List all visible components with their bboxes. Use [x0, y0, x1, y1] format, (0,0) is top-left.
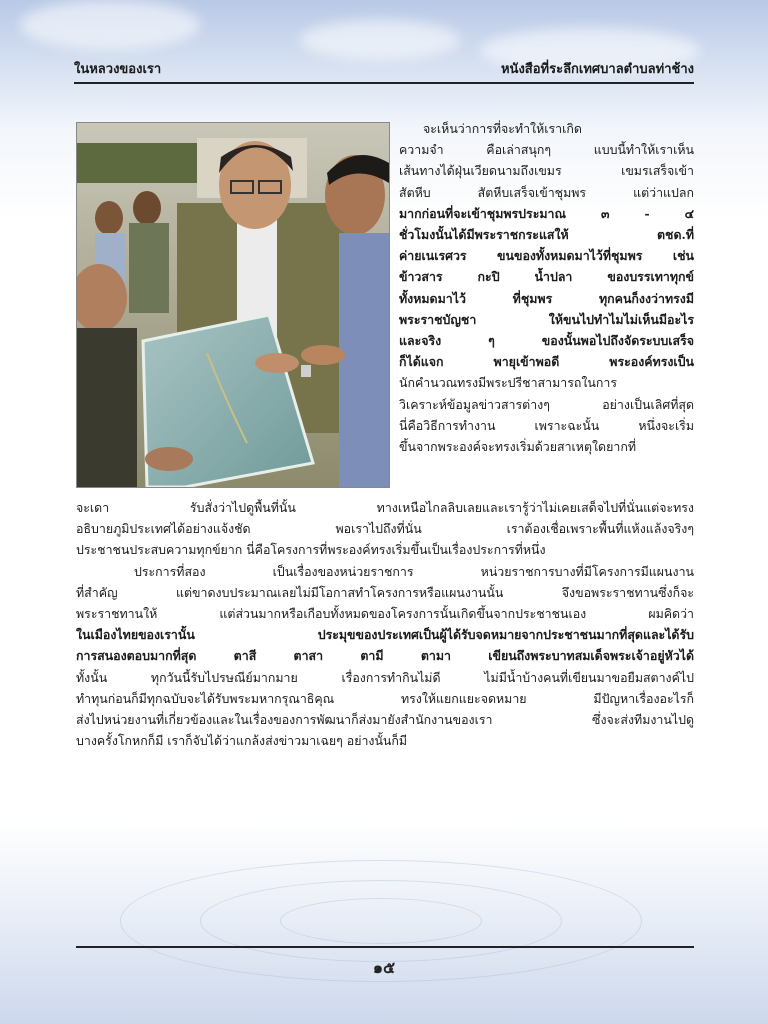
text-line: ทั้งนั้น ทุกวันนี้รับไปรษณีย์มากมาย เรื่องการทำกินไม่ดี ไม่มีน้ำบ้างคนที่เขียนมาขอยืมสตางค์ไป — [76, 669, 694, 685]
text-line: วิเคราะห์ข้อมูลข่าวสารต่างๆ อย่างเป็นเลิศที่สุด — [399, 396, 694, 412]
photo-illustration — [77, 123, 389, 487]
photo-king-examining-map — [76, 122, 390, 488]
text-line: จะเดา รับสั่งว่าไปดูพื้นที่นั้น ทางเหนือไกลลิบเลยและเรารู้ว่าไม่เคยเสด็จไปที่นั่นแต่จะทรง — [76, 500, 694, 515]
text-line: อธิบายภูมิประเทศได้อย่างแจ้งชัด พอเราไปถึงที่นั่น เราต้องเชื่อเพราะพื้นที่แห้งแล้งจริงๆ — [76, 521, 694, 537]
header-right-title: หนังสือที่ระลึกเทศบาลตำบลท่าช้าง — [500, 62, 694, 77]
text-line: ประการที่สอง เป็นเรื่องของหน่วยราชการ หน่วยราชการบางที่มีโครงการมีแผนงาน — [134, 563, 694, 579]
text-line: ที่สำคัญ แต่ขาดงบประมาณเลยไม่มีโอกาสทำโครงการหรือแผนงานนั้น จึงขอพระราชทานซึ่งก็จะ — [76, 584, 694, 600]
sky-cloud — [300, 20, 460, 60]
text-line: ความจำ คือเล่าสนุกๆ แบบนี้ทำให้เราเห็น — [399, 142, 694, 158]
text-line: ในเมืองไทยของเรานั้น ประมุขของประเทศเป็นผู้ได้รับจดหมายจากประชาชนมากที่สุดและได้รับ — [76, 627, 694, 643]
text-line: มากก่อนที่จะเข้าชุมพรประมาณ ๓ - ๔ — [399, 205, 694, 221]
text-line: ค่ายเนเรศวร ขนของทั้งหมดมาไว้ที่ชุมพร เช่น — [399, 248, 694, 264]
text-line: ขึ้นจากพระองค์จะทรงเริ่มด้วยสาเหตุใดยากที่ — [399, 439, 636, 455]
footer-divider — [76, 946, 694, 948]
text-line: เส้นทางได้ฝุ่นเวียดนามถึงเขมร เขมรเสร็จเข้า — [399, 163, 694, 179]
page-header — [74, 58, 694, 82]
text-line: และจริง ๆ ของนั้นพอไปถึงจัดระบบเสร็จ — [399, 333, 694, 349]
page-number: ๑๕ — [372, 958, 396, 977]
text-line: นี่คือวิธีการทำงาน เพราะฉะนั้น หนึ่งจะเริ่ม — [399, 417, 694, 433]
text-line: สัตหีบ สัตหีบเสร็จเข้าชุมพร แต่ว่าแปลก — [399, 184, 694, 200]
text-line: ก็ได้แจก พายุเข้าพอดี พระองค์ทรงเป็น — [399, 354, 694, 370]
text-line: นักคำนวณทรงมีพระปรีชาสามารถในการ — [399, 375, 617, 391]
full-width-text — [76, 497, 694, 751]
text-line: บางครั้งโกหกก็มี เราก็จับได้ว่าแกล้งส่งข่าวมาเฉยๆ อย่างนั้นก็มี — [76, 733, 408, 749]
text-line: ข้าวสาร กะปิ น้ำปลา ของบรรเทาทุกข์ — [399, 269, 694, 285]
water-ripple — [280, 898, 482, 944]
side-column-text — [399, 118, 694, 457]
text-line: ชั่วโมงนั้นได้มีพระราชกระแสให้ ตชด.ที่ — [399, 227, 694, 243]
text-line: พระราชทานให้ แต่ส่วนมากหรือเกือบทั้งหมดของโครงการนั้นเกิดขึ้นจากประชาชนเอง ผมคิดว่า — [76, 606, 694, 622]
text-line: ทำทุนก่อนก็มีทุกฉบับจะได้รับพระมหากรุณาธิคุณ ทรงให้แยกแยะจดหมาย มีปัญหาเรื่องอะไรก็ — [76, 690, 694, 706]
header-divider — [74, 82, 694, 84]
header-left-title: ในหลวงของเรา — [74, 62, 162, 77]
text-line: ประชาชนประสบความทุกข์ยาก นี่คือโครงการที่พระองค์ทรงเริ่มขึ้นเป็นเรื่องประการที่หนึ่ง — [76, 542, 546, 558]
sky-cloud — [20, 0, 200, 50]
text-line: จะเห็นว่าการที่จะทำให้เราเกิด — [423, 121, 582, 136]
text-line: ส่งไปหน่วยงานที่เกี่ยวข้องและในเรื่องของการพัฒนาก็ส่งมายังสำนักงานของเรา ซึ่งจะส่งทีมงานไปดู — [76, 712, 694, 728]
text-line: การสนองตอบมากที่สุด ตาสี ตาสา ตามี ตามา เขียนถึงพระบาทสมเด็จพระเจ้าอยู่หัวได้ — [76, 648, 694, 664]
text-line: พระราชบัญชา ให้ขนไปทำไมไม่เห็นมีอะไร — [399, 311, 694, 327]
text-line: ทั้งหมดมาไว้ ที่ชุมพร ทุกคนก็งงว่าทรงมี — [399, 290, 694, 306]
